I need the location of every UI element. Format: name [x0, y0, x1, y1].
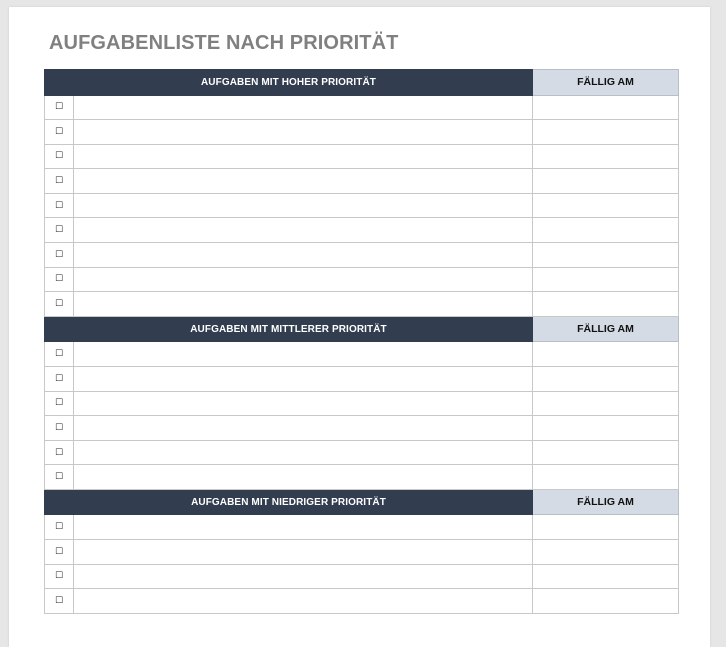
due-date-cell[interactable]	[533, 193, 679, 218]
task-description-cell[interactable]	[74, 416, 533, 441]
task-description-cell[interactable]	[74, 342, 533, 367]
task-checkbox[interactable]: ☐	[45, 589, 74, 614]
task-checkbox[interactable]: ☐	[45, 120, 74, 145]
due-date-cell[interactable]	[533, 515, 679, 540]
task-row	[45, 292, 679, 317]
due-date-cell[interactable]	[533, 267, 679, 292]
task-checkbox[interactable]: ☐	[45, 366, 74, 391]
task-row	[45, 589, 679, 614]
task-description-cell[interactable]	[74, 169, 533, 194]
due-date-cell[interactable]	[533, 95, 679, 120]
task-description-cell[interactable]	[74, 589, 533, 614]
task-checkbox[interactable]: ☐	[45, 342, 74, 367]
due-date-header-medium: FÄLLIG AM	[533, 316, 679, 342]
due-date-cell[interactable]	[533, 292, 679, 317]
task-checkbox[interactable]: ☐	[45, 292, 74, 317]
task-row	[45, 342, 679, 367]
due-date-cell[interactable]	[533, 366, 679, 391]
task-row	[45, 218, 679, 243]
task-description-cell[interactable]	[74, 391, 533, 416]
task-description-cell[interactable]	[74, 292, 533, 317]
task-description-cell[interactable]	[74, 366, 533, 391]
task-row	[45, 440, 679, 465]
task-checkbox[interactable]: ☐	[45, 540, 74, 565]
task-row	[45, 564, 679, 589]
task-row	[45, 169, 679, 194]
task-description-cell[interactable]	[74, 440, 533, 465]
task-checkbox[interactable]: ☐	[45, 267, 74, 292]
page-title: AUFGABENLISTE NACH PRIORITÄT	[49, 32, 399, 54]
task-checkbox[interactable]: ☐	[45, 416, 74, 441]
task-row	[45, 144, 679, 169]
task-row	[45, 120, 679, 145]
task-row	[45, 267, 679, 292]
due-date-cell[interactable]	[533, 416, 679, 441]
document-page	[9, 7, 710, 647]
section-heading-low: AUFGABEN MIT NIEDRIGER PRIORITÄT	[45, 489, 533, 515]
task-description-cell[interactable]	[74, 120, 533, 145]
due-date-cell[interactable]	[533, 564, 679, 589]
priority-task-table	[44, 69, 679, 614]
due-date-cell[interactable]	[533, 169, 679, 194]
task-checkbox[interactable]: ☐	[45, 95, 74, 120]
task-row	[45, 193, 679, 218]
task-description-cell[interactable]	[74, 95, 533, 120]
due-date-header-high: FÄLLIG AM	[533, 70, 679, 96]
due-date-cell[interactable]	[533, 342, 679, 367]
due-date-cell[interactable]	[533, 120, 679, 145]
task-checkbox[interactable]: ☐	[45, 218, 74, 243]
task-checkbox[interactable]: ☐	[45, 465, 74, 490]
table-body	[45, 70, 679, 614]
due-date-cell[interactable]	[533, 243, 679, 268]
section-header-high	[45, 70, 679, 96]
task-description-cell[interactable]	[74, 465, 533, 490]
task-description-cell[interactable]	[74, 540, 533, 565]
task-row	[45, 540, 679, 565]
task-checkbox[interactable]: ☐	[45, 193, 74, 218]
due-date-cell[interactable]	[533, 589, 679, 614]
task-description-cell[interactable]	[74, 267, 533, 292]
due-date-cell[interactable]	[533, 391, 679, 416]
due-date-cell[interactable]	[533, 218, 679, 243]
section-header-low	[45, 489, 679, 515]
task-description-cell[interactable]	[74, 564, 533, 589]
due-date-header-low: FÄLLIG AM	[533, 489, 679, 515]
task-row	[45, 366, 679, 391]
task-checkbox[interactable]: ☐	[45, 515, 74, 540]
task-row	[45, 391, 679, 416]
task-checkbox[interactable]: ☐	[45, 169, 74, 194]
task-checkbox[interactable]: ☐	[45, 564, 74, 589]
task-description-cell[interactable]	[74, 193, 533, 218]
section-heading-medium: AUFGABEN MIT MITTLERER PRIORITÄT	[45, 316, 533, 342]
task-row	[45, 95, 679, 120]
task-row	[45, 243, 679, 268]
due-date-cell[interactable]	[533, 465, 679, 490]
task-description-cell[interactable]	[74, 515, 533, 540]
task-row	[45, 416, 679, 441]
task-checkbox[interactable]: ☐	[45, 440, 74, 465]
task-row	[45, 465, 679, 490]
due-date-cell[interactable]	[533, 144, 679, 169]
task-checkbox[interactable]: ☐	[45, 144, 74, 169]
task-checkbox[interactable]: ☐	[45, 243, 74, 268]
section-header-medium	[45, 316, 679, 342]
task-description-cell[interactable]	[74, 243, 533, 268]
task-checkbox[interactable]: ☐	[45, 391, 74, 416]
task-row	[45, 515, 679, 540]
task-description-cell[interactable]	[74, 218, 533, 243]
task-description-cell[interactable]	[74, 144, 533, 169]
section-heading-high: AUFGABEN MIT HOHER PRIORITÄT	[45, 70, 533, 96]
due-date-cell[interactable]	[533, 540, 679, 565]
due-date-cell[interactable]	[533, 440, 679, 465]
